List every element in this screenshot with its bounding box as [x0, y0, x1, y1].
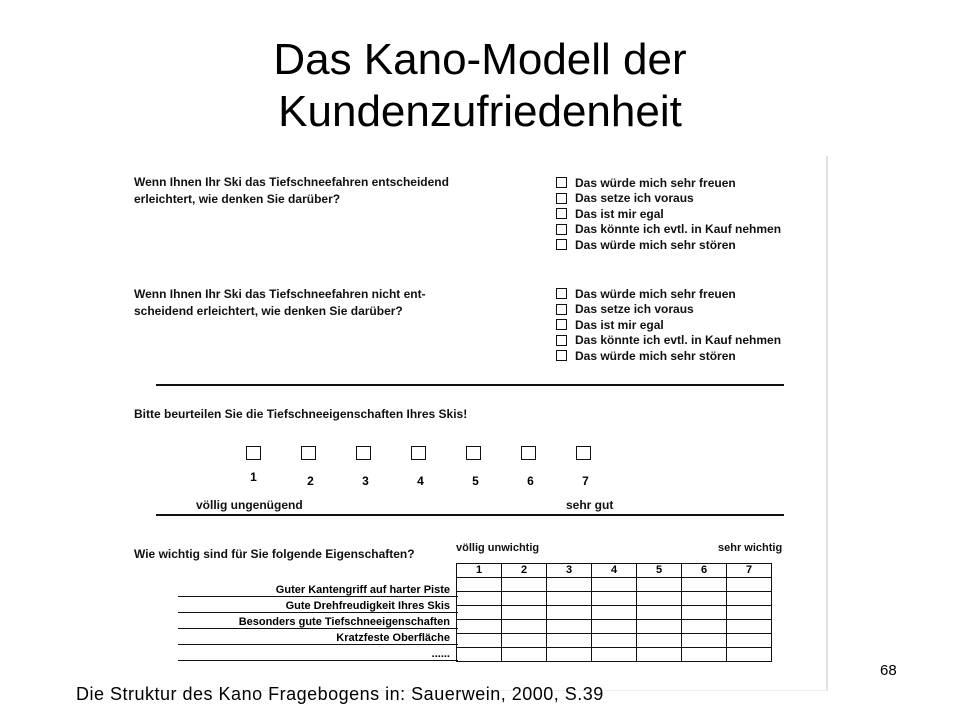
grid-cell[interactable]: [592, 634, 637, 648]
question-1-line-2: erleichtert, wie denken Sie darüber?: [134, 192, 341, 206]
attribute-label: Guter Kantengriff auf harter Piste: [275, 584, 450, 596]
grid-cell[interactable]: [682, 648, 727, 662]
option[interactable]: [556, 191, 781, 207]
question-3: Bitte beurteilen Sie die Tiefschneeigenschaften Ihres Skis!: [134, 407, 468, 421]
title-line-1: Das Kano-Modell der: [273, 35, 687, 84]
question-1-options: [556, 175, 781, 253]
grid-cell[interactable]: [457, 648, 502, 662]
grid-cell[interactable]: [637, 592, 682, 606]
checkbox[interactable]: [556, 177, 567, 188]
grid-header-cell: 7: [727, 564, 772, 578]
checkbox[interactable]: [556, 288, 567, 299]
option-label: Das setze ich voraus: [575, 302, 694, 317]
importance-low-label: völlig unwichtig: [456, 542, 540, 554]
question-2: [134, 286, 426, 320]
scale-checkbox-5[interactable]: [466, 446, 481, 460]
scale-number: 6: [527, 474, 534, 488]
option-label: Das könnte ich evtl. in Kauf nehmen: [575, 222, 782, 237]
grid-header-cell: 5: [637, 564, 682, 578]
attribute-line: [178, 628, 458, 629]
grid-cell[interactable]: [682, 606, 727, 620]
grid-row: [457, 634, 772, 648]
grid-row: [457, 592, 772, 606]
grid-cell[interactable]: [547, 620, 592, 634]
option[interactable]: [556, 222, 781, 238]
grid-cell[interactable]: [547, 606, 592, 620]
grid-cell[interactable]: [682, 634, 727, 648]
grid-cell[interactable]: [682, 620, 727, 634]
grid-cell[interactable]: [592, 606, 637, 620]
separator-line: [156, 514, 784, 516]
option-label: Das würde mich sehr freuen: [575, 175, 736, 190]
option-label: Das würde mich sehr stören: [575, 237, 736, 252]
scale-number: 1: [250, 470, 257, 484]
grid-cell[interactable]: [502, 648, 547, 662]
question-4: Wie wichtig sind für Sie folgende Eigenschaften?: [134, 547, 415, 561]
checkbox[interactable]: [556, 239, 567, 250]
option[interactable]: [556, 317, 781, 333]
figure-caption: Die Struktur des Kano Fragebogens in: Sauerwein, 2000, S.39: [76, 684, 604, 704]
grid-row: [457, 648, 772, 662]
grid-cell[interactable]: [682, 592, 727, 606]
checkbox[interactable]: [556, 350, 567, 361]
checkbox[interactable]: [556, 335, 567, 346]
option[interactable]: [556, 175, 781, 191]
scale-checkbox-3[interactable]: [356, 446, 371, 460]
question-1-line-1: Wenn Ihnen Ihr Ski das Tiefschneefahren entscheidend: [134, 175, 449, 189]
attribute-line: [178, 660, 458, 661]
scale-low-label: völlig ungenügend: [196, 498, 303, 512]
grid-cell[interactable]: [502, 620, 547, 634]
attribute-label: Besonders gute Tiefschneeigenschaften: [238, 616, 450, 628]
grid-row: [457, 578, 772, 592]
option[interactable]: [556, 302, 781, 318]
checkbox[interactable]: [556, 208, 567, 219]
grid-cell[interactable]: [502, 578, 547, 592]
grid-cell[interactable]: [727, 592, 772, 606]
checkbox[interactable]: [556, 319, 567, 330]
question-1: [134, 174, 449, 208]
scale-checkbox-7[interactable]: [576, 446, 591, 460]
grid-cell[interactable]: [727, 578, 772, 592]
grid-header-cell: 2: [502, 564, 547, 578]
option-label: Das würde mich sehr freuen: [575, 286, 736, 301]
scale-number: 7: [582, 474, 589, 488]
grid-cell[interactable]: [727, 606, 772, 620]
separator-line: [156, 384, 784, 386]
grid-cell[interactable]: [457, 606, 502, 620]
grid-cell[interactable]: [502, 606, 547, 620]
title-line-2: Kundenzufriedenheit: [278, 87, 682, 136]
grid-row: [457, 606, 772, 620]
attribute-line: [178, 644, 458, 645]
importance-high-label: sehr wichtig: [718, 542, 783, 554]
option-label: Das setze ich voraus: [575, 191, 694, 206]
checkbox[interactable]: [556, 224, 567, 235]
scale-high-label: sehr gut: [566, 498, 614, 512]
grid-header-row: [457, 564, 772, 578]
grid-cell[interactable]: [727, 620, 772, 634]
option-label: Das könnte ich evtl. in Kauf nehmen: [575, 333, 782, 348]
grid-cell[interactable]: [547, 648, 592, 662]
grid-cell[interactable]: [637, 578, 682, 592]
question-2-options: [556, 286, 781, 364]
grid-cell[interactable]: [727, 634, 772, 648]
grid-header-cell: 1: [457, 564, 502, 578]
attribute-line: [178, 596, 458, 597]
grid-header-cell: 4: [592, 564, 637, 578]
grid-cell[interactable]: [727, 648, 772, 662]
grid-cell[interactable]: [637, 634, 682, 648]
attribute-label: ......: [431, 648, 450, 660]
grid-cell[interactable]: [547, 578, 592, 592]
importance-grid: [456, 563, 772, 662]
scale-number: 2: [307, 474, 314, 488]
option[interactable]: [556, 333, 781, 349]
grid-cell[interactable]: [502, 592, 547, 606]
option-label: Das würde mich sehr stören: [575, 348, 736, 363]
question-2-line-1: Wenn Ihnen Ihr Ski das Tiefschneefahren nicht ent-: [134, 287, 426, 301]
grid-cell[interactable]: [457, 578, 502, 592]
option-label: Das ist mir egal: [575, 317, 664, 332]
grid-cell[interactable]: [592, 578, 637, 592]
option[interactable]: [556, 286, 781, 302]
grid-cell[interactable]: [637, 606, 682, 620]
scale-checkbox-4[interactable]: [411, 446, 426, 460]
question-2-line-2: scheidend erleichtert, wie denken Sie darüber?: [134, 304, 403, 318]
grid-header-cell: 3: [547, 564, 592, 578]
scale-number: 5: [472, 474, 479, 488]
scale-number: 3: [362, 474, 369, 488]
page-number: 68: [880, 662, 897, 679]
grid-cell[interactable]: [547, 592, 592, 606]
grid-cell[interactable]: [457, 620, 502, 634]
checkbox[interactable]: [556, 304, 567, 315]
questionnaire-scan: [118, 156, 828, 691]
checkbox[interactable]: [556, 193, 567, 204]
grid-cell[interactable]: [502, 634, 547, 648]
option[interactable]: [556, 237, 781, 253]
grid-cell[interactable]: [592, 620, 637, 634]
grid-header-cell: 6: [682, 564, 727, 578]
option[interactable]: [556, 206, 781, 222]
option-label: Das ist mir egal: [575, 206, 664, 221]
scale-checkbox-2[interactable]: [301, 446, 316, 460]
grid-cell[interactable]: [592, 592, 637, 606]
slide-title: [0, 34, 960, 138]
scale-checkbox-1[interactable]: [246, 446, 261, 460]
grid-cell[interactable]: [547, 634, 592, 648]
grid-cell[interactable]: [637, 648, 682, 662]
grid-cell[interactable]: [637, 620, 682, 634]
grid-cell[interactable]: [457, 592, 502, 606]
grid-cell[interactable]: [457, 634, 502, 648]
scale-number: 4: [417, 474, 424, 488]
attribute-label: Gute Drehfreudigkeit Ihres Skis: [285, 600, 450, 612]
grid-cell[interactable]: [592, 648, 637, 662]
attribute-label: Kratzfeste Oberfläche: [336, 632, 450, 644]
attribute-line: [178, 612, 458, 613]
grid-row: [457, 620, 772, 634]
option[interactable]: [556, 348, 781, 364]
grid-cell[interactable]: [682, 578, 727, 592]
scale-checkbox-6[interactable]: [521, 446, 536, 460]
